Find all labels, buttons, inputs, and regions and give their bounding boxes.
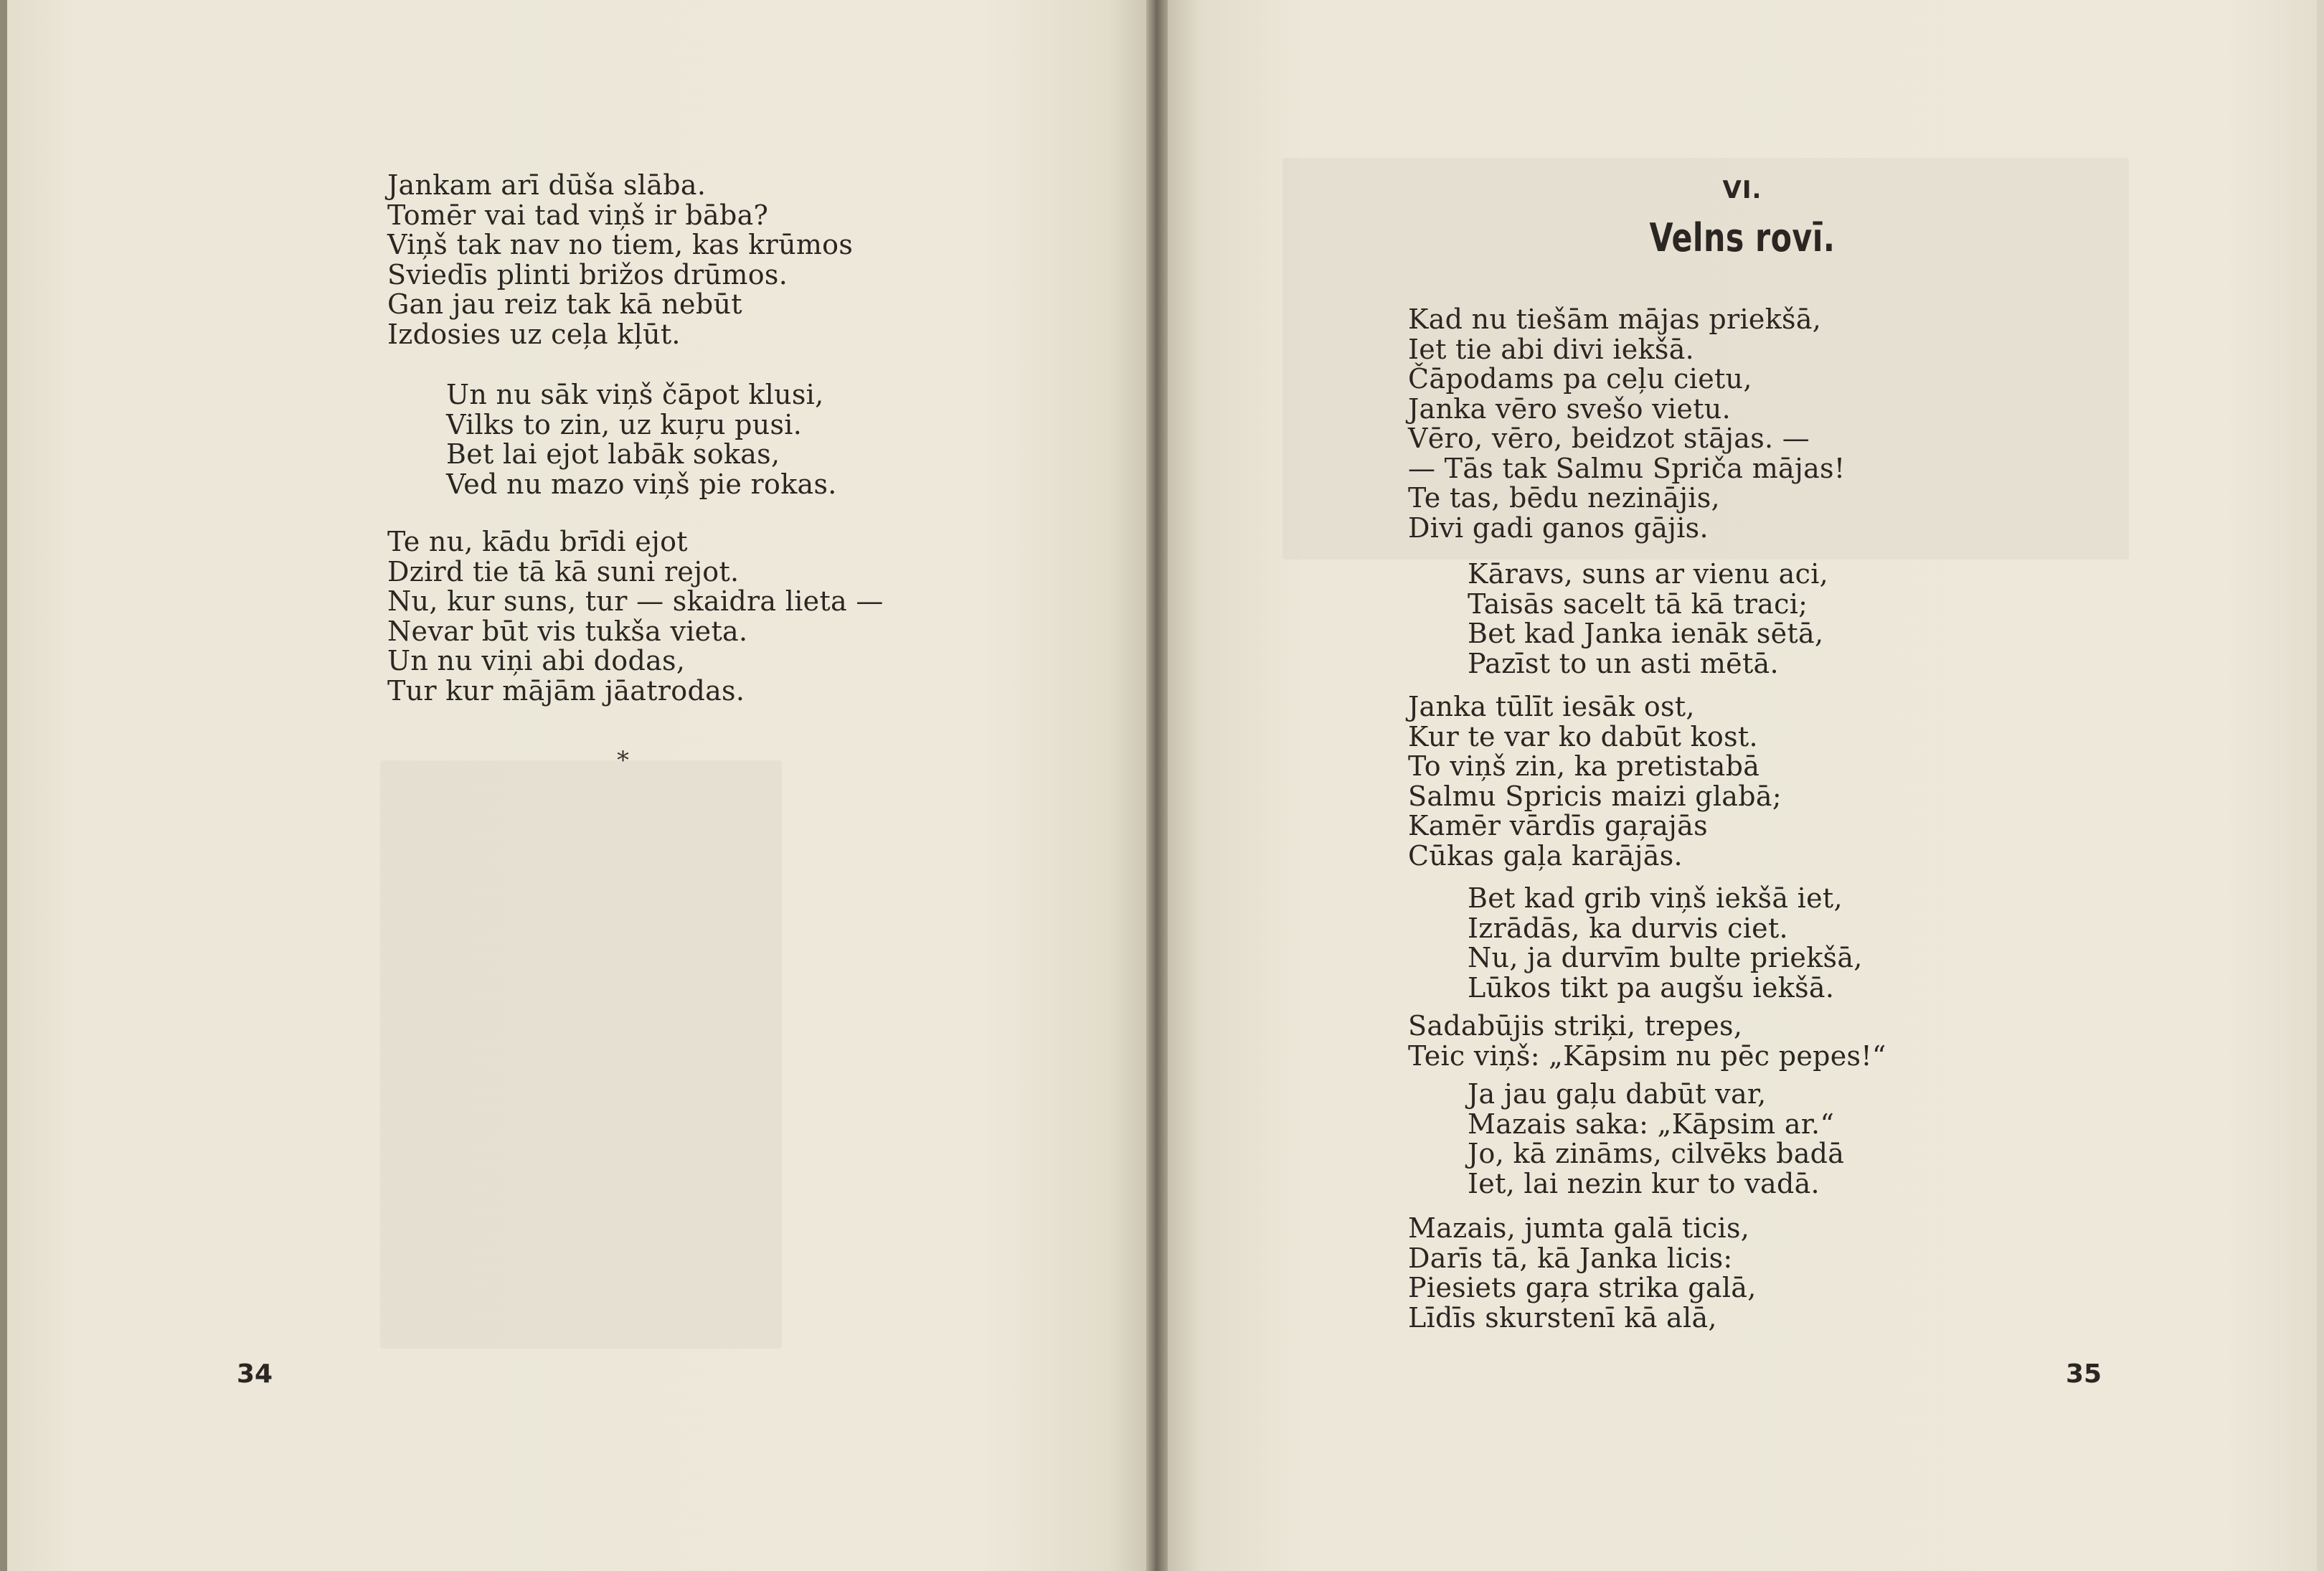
verse-line: Tomēr vai tad viņš ir bāba?	[387, 199, 769, 231]
verse-line: Cūkas gaļa karājās.	[1408, 839, 1683, 872]
chapter-number: VI.	[1722, 176, 1762, 204]
chapter-title: Velns rovī.	[1649, 215, 1836, 260]
verse-line: Līdīs skurstenī kā alā,	[1408, 1301, 1717, 1334]
verse-line: Jo, kā zināms, cilvēks badā	[1468, 1138, 1845, 1169]
right-stanza-5	[1408, 1011, 1886, 1071]
verse-line: Ved nu mazo viņš pie rokas.	[446, 468, 837, 500]
verse-line: Un nu sāk viņš čāpot klusi,	[446, 379, 824, 410]
right-stanza-3	[1408, 692, 1782, 871]
verse-line: Salmu Spricis maizi glabā;	[1408, 780, 1782, 812]
verse-line: Tur kur mājām jāatrodas.	[387, 674, 745, 707]
verse-line: Kāravs, suns ar vienu aci,	[1468, 558, 1829, 590]
verse-line: To viņš zin, ka pretistabā	[1408, 750, 1760, 782]
verse-line: Teic viņš: „Kāpsim nu pēc pepes!“	[1408, 1039, 1886, 1072]
section-divider: *	[617, 746, 629, 775]
verse-line: Ja jau gaļu dabūt var,	[1468, 1078, 1767, 1110]
verse-line: Izdosies uz ceļa kļūt.	[387, 318, 681, 350]
verse-line: Te nu, kādu brīdi ejot	[387, 526, 688, 557]
verse-line: Mazais saka: „Kāpsim ar.“	[1468, 1108, 1835, 1140]
page-number-left: 34	[237, 1359, 273, 1389]
verse-line: Kur te var ko dabūt kost.	[1408, 720, 1758, 753]
left-stanza-2	[446, 380, 837, 499]
left-page	[7, 0, 1155, 1571]
verse-line: Izrādās, ka durvis ciet.	[1468, 912, 1788, 944]
verse-line: Janka vēro svešo vietu.	[1408, 392, 1731, 425]
verse-line: Lūkos tikt pa augšu iekšā.	[1468, 971, 1835, 1004]
verse-line: Piesiets gaŗa strika galā,	[1408, 1272, 1757, 1303]
right-stanza-1	[1408, 305, 1845, 543]
verse-line: Čāpodams pa ceļu cietu,	[1408, 363, 1752, 395]
verse-line: Bet kad grib viņš iekšā iet,	[1468, 882, 1843, 914]
verse-line: Nevar būt vis tukša vieta.	[387, 615, 748, 647]
verse-line: Bet lai ejot labāk sokas,	[446, 438, 780, 470]
right-stanza-7	[1408, 1214, 1757, 1333]
verse-line: Un nu viņi abi dodas,	[387, 645, 686, 676]
verse-line: — Tās tak Salmu Spriča mājas!	[1408, 452, 1846, 484]
verse-line: Kad nu tiešām mājas priekšā,	[1408, 303, 1822, 335]
right-stanza-2	[1468, 560, 1828, 679]
verse-line: Viņš tak nav no tiem, kas krūmos	[387, 229, 854, 260]
verse-line: Taisās sacelt tā kā traci;	[1468, 588, 1808, 620]
verse-line: Pazīst to un asti mētā.	[1468, 647, 1779, 679]
verse-line: Divi gadi ganos gājis.	[1408, 511, 1709, 544]
verse-line: Nu, ja durvīm bulte priekšā,	[1468, 942, 1863, 973]
verse-line: Darīs tā, kā Janka licis:	[1408, 1242, 1733, 1274]
right-page	[1168, 0, 2317, 1571]
verse-line: Mazais, jumta galā ticis,	[1408, 1212, 1750, 1244]
verse-line: Dzird tie tā kā suni rejot.	[387, 555, 740, 588]
verse-line: Sviedīs plinti brižos drūmos.	[387, 258, 788, 291]
verse-line: Iet, lai nezin kur to vadā.	[1468, 1167, 1820, 1199]
left-stanza-1	[387, 171, 853, 349]
verse-line: Te tas, bēdu nezinājis,	[1408, 482, 1720, 514]
left-stanza-3	[387, 527, 884, 706]
show-through-text	[380, 760, 782, 1349]
page-number-right: 35	[2066, 1359, 2102, 1389]
verse-line: Kamēr vārdīs gaŗajās	[1408, 810, 1708, 841]
verse-line: Nu, kur suns, tur — skaidra lieta —	[387, 585, 884, 617]
right-stanza-6	[1468, 1080, 1844, 1199]
verse-line: Vēro, vēro, beidzot stājas. —	[1408, 423, 1810, 454]
right-stanza-4	[1468, 884, 1863, 1003]
verse-line: Sadabūjis striķi, trepes,	[1408, 1010, 1743, 1042]
verse-line: Vilks to zin, uz kuŗu pusi.	[446, 408, 803, 440]
verse-line: Gan jau reiz tak kā nebūt	[387, 288, 742, 320]
verse-line: Iet tie abi divi iekšā.	[1408, 333, 1695, 365]
verse-line: Bet kad Janka ienāk sētā,	[1468, 618, 1824, 649]
verse-line: Jankam arī dūša slāba.	[387, 169, 707, 201]
verse-line: Janka tūlīt iesāk ost,	[1408, 691, 1695, 722]
